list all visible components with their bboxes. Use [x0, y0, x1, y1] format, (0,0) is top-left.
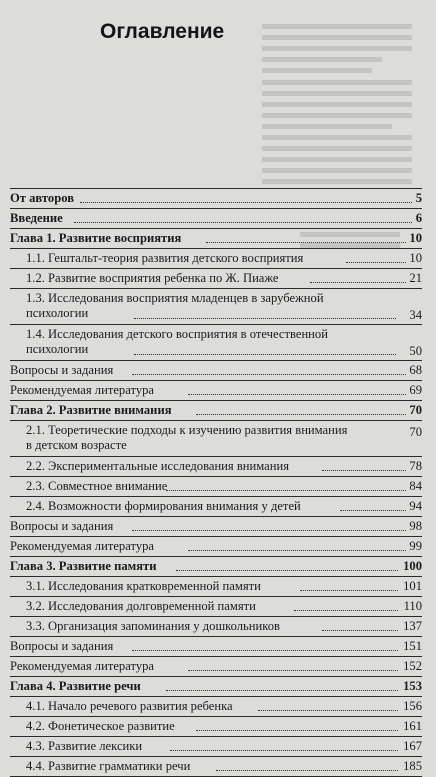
dot-leader: [134, 318, 396, 319]
toc-entry-page: 10: [409, 251, 422, 265]
toc-entry: [10, 325, 422, 360]
toc-entry-page: 185: [403, 759, 422, 773]
toc-entry-title: Введение: [10, 211, 63, 225]
toc-entry-page: 10: [409, 231, 422, 245]
toc-entry-title: 3.2. Исследования долговременной памяти: [26, 599, 256, 613]
toc-entry-page: 98: [409, 519, 422, 533]
dot-leader: [80, 202, 412, 203]
toc-entry: [10, 537, 422, 556]
dot-leader: [74, 222, 412, 223]
toc-entry-title: 4.1. Начало речевого развития ребенка: [26, 699, 233, 713]
toc-entry-title: 1.4. Исследования детского восприятия в отечественной психологии: [26, 327, 328, 356]
toc-entry-title: 3.1. Исследования кратковременной памяти: [26, 579, 261, 593]
table-of-contents: [10, 188, 422, 777]
toc-entry-page: 68: [409, 363, 422, 377]
toc-entry: [10, 289, 422, 324]
toc-entry: [10, 717, 422, 736]
toc-entry: [10, 477, 422, 496]
dot-leader: [196, 414, 406, 415]
toc-entry-page: 152: [403, 659, 422, 673]
dot-leader: [188, 670, 398, 671]
toc-entry: [10, 757, 422, 776]
toc-entry: [10, 617, 422, 636]
toc-entry: [10, 557, 422, 576]
toc-entry-title: Глава 2. Развитие внимания: [10, 403, 172, 417]
dot-leader: [310, 282, 406, 283]
toc-entry-page: 34: [409, 308, 422, 322]
toc-entry-title: 4.2. Фонетическое развитие: [26, 719, 175, 733]
toc-entry-page: 99: [409, 539, 422, 553]
dot-leader: [340, 510, 406, 511]
dot-leader: [206, 242, 406, 243]
toc-entry-page: 84: [409, 479, 422, 493]
dot-leader: [322, 470, 406, 471]
toc-entry-page: 110: [403, 599, 422, 613]
toc-entry-page: 137: [403, 619, 422, 633]
dot-leader: [132, 530, 406, 531]
toc-entry-page: 78: [409, 459, 422, 473]
toc-entry-page: 101: [403, 579, 422, 593]
dot-leader: [300, 590, 398, 591]
dot-leader: [196, 730, 398, 731]
toc-entry-title: Вопросы и задания: [10, 639, 114, 653]
toc-entry: [10, 361, 422, 380]
toc-entry-title: 1.3. Исследования восприятия младенцев в зарубежной психологии: [26, 291, 324, 320]
toc-entry: [10, 737, 422, 756]
toc-entry: [10, 677, 422, 696]
toc-entry-page: 70: [409, 403, 422, 417]
toc-entry: [10, 517, 422, 536]
toc-entry-title: От авторов: [10, 191, 75, 205]
toc-entry-title: 4.3. Развитие лексики: [26, 739, 143, 753]
toc-entry-page: 167: [403, 739, 422, 753]
toc-entry: [10, 597, 422, 616]
toc-entry-page: 50: [409, 344, 422, 358]
dot-leader: [258, 710, 398, 711]
toc-entry: [10, 577, 422, 596]
toc-entry: [10, 269, 422, 288]
dot-leader: [188, 550, 406, 551]
toc-entry: [10, 249, 422, 268]
toc-entry: [10, 497, 422, 516]
dot-leader: [188, 394, 406, 395]
toc-entry-title: Вопросы и задания: [10, 519, 114, 533]
dot-leader: [216, 770, 398, 771]
dot-leader: [346, 262, 406, 263]
toc-entry-title: 2.3. Совместное внимание: [26, 479, 168, 493]
toc-entry-page: 156: [403, 699, 422, 713]
toc-entry-title: Рекомендуемая литература: [10, 539, 155, 553]
toc-entry-title: Рекомендуемая литература: [10, 659, 155, 673]
toc-entry-title: Рекомендуемая литература: [10, 383, 155, 397]
toc-entry: [10, 657, 422, 676]
toc-entry-title: Глава 3. Развитие памяти: [10, 559, 157, 573]
toc-entry-title: Вопросы и задания: [10, 363, 114, 377]
toc-entry: [10, 637, 422, 656]
toc-entry-page: 5: [415, 191, 422, 205]
dot-leader: [132, 650, 398, 651]
dot-leader: [166, 490, 406, 491]
toc-entry-title: Глава 1. Развитие восприятия: [10, 231, 182, 245]
toc-entry-page: 151: [403, 639, 422, 653]
toc-entry-page: 100: [403, 559, 422, 573]
toc-entry: [10, 209, 422, 228]
toc-entry: [10, 381, 422, 400]
toc-entry-page: 153: [403, 679, 422, 693]
dot-leader: [132, 374, 406, 375]
toc-entry: [10, 401, 422, 420]
toc-entry: [10, 421, 422, 456]
toc-entry-title: 4.4. Развитие грамматики речи: [26, 759, 191, 773]
dot-leader: [294, 610, 398, 611]
toc-entry-title: 2.4. Возможности формирования внимания у детей: [26, 499, 301, 513]
toc-entry-page: 6: [415, 211, 422, 225]
dot-leader: [322, 630, 398, 631]
toc-entry-title: 1.2. Развитие восприятия ребенка по Ж. Пиаже: [26, 271, 279, 285]
toc-entry-page: 70: [409, 425, 422, 439]
toc-entry-title: Глава 4. Развитие речи: [10, 679, 141, 693]
toc-entry: [10, 457, 422, 476]
toc-entry-page: 69: [409, 383, 422, 397]
toc-entry: [10, 229, 422, 248]
dot-leader: [170, 750, 398, 751]
toc-entry-title: 1.1. Гештальт-теория развития детского восприятия: [26, 251, 304, 265]
toc-entry-title: 2.2. Экспериментальные исследования внимания: [26, 459, 290, 473]
toc-entry-page: 21: [409, 271, 422, 285]
dot-leader: [166, 690, 398, 691]
toc-entry-title: 3.3. Организация запоминания у дошкольников: [26, 619, 280, 633]
toc-entry-page: 161: [403, 719, 422, 733]
dot-leader: [134, 354, 396, 355]
toc-entry-title: 2.1. Теоретические подходы к изучению развития внимания в детском возрасте: [26, 423, 348, 452]
page-title: Оглавление: [100, 20, 225, 43]
dot-leader: [176, 570, 398, 571]
toc-entry-page: 94: [409, 499, 422, 513]
toc-entry: [10, 189, 422, 208]
